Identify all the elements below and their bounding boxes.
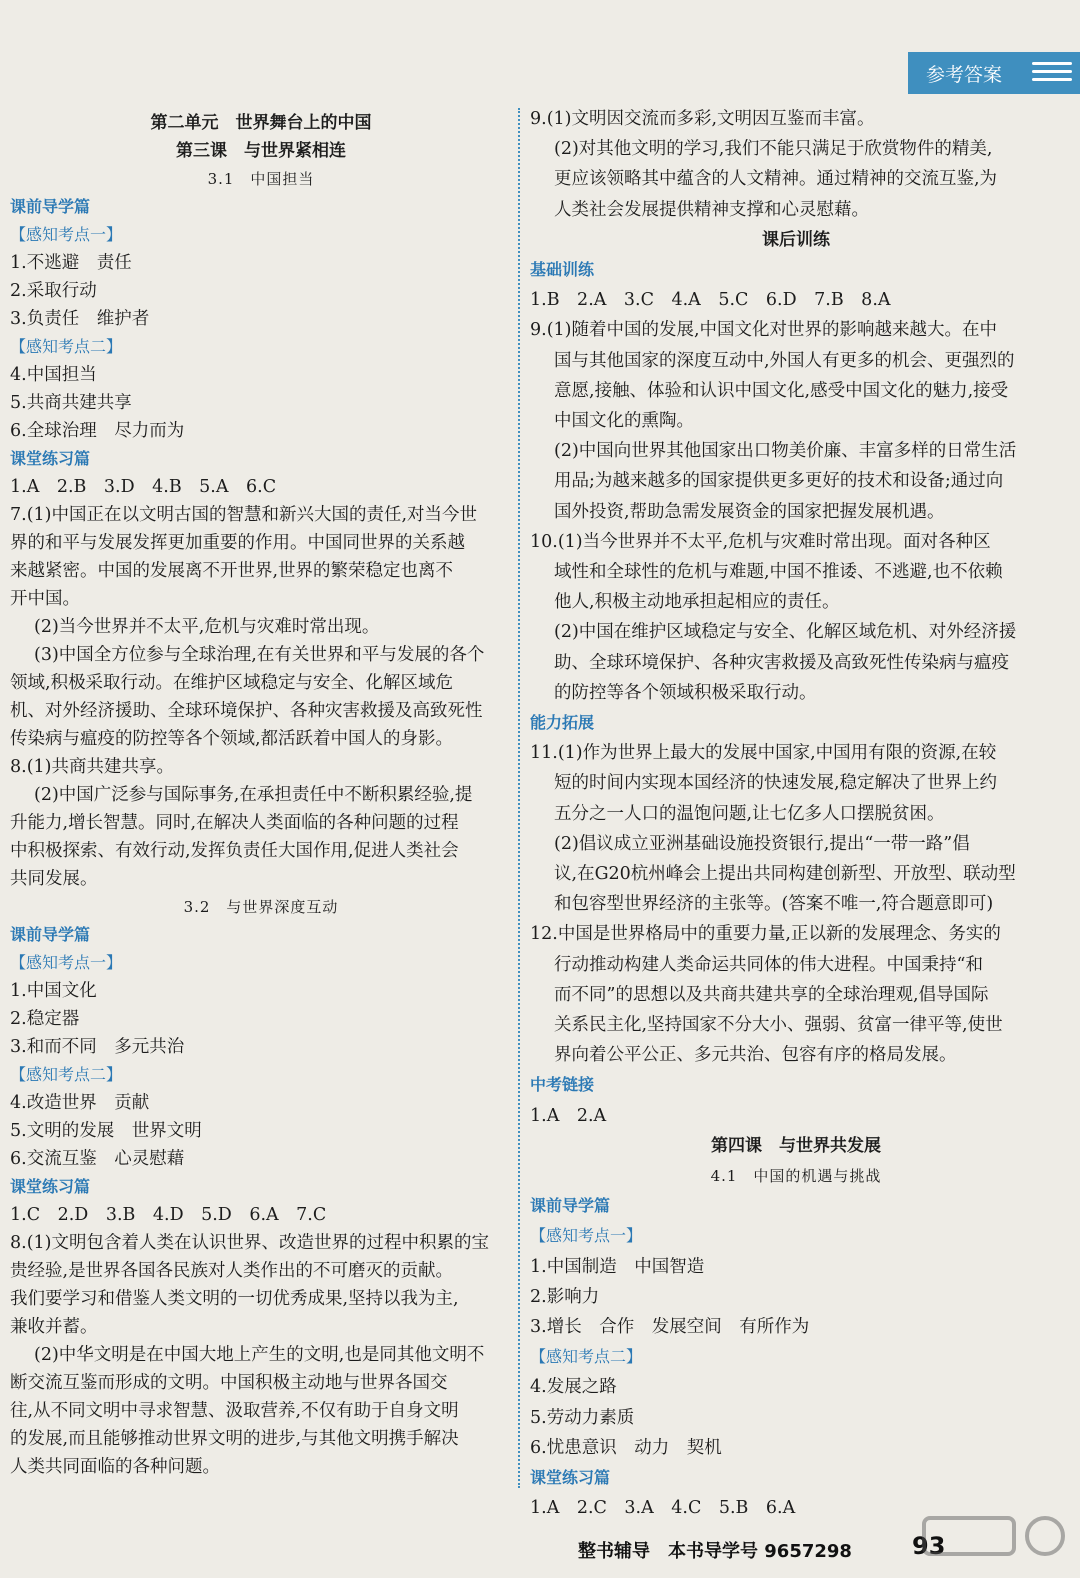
text-line: 升能力,增长智慧。同时,在解决人类面临的各种问题的过程	[10, 813, 459, 833]
key-point-label: 【感知考点一】	[530, 1226, 643, 1246]
text-line: (2)中国广泛参与国际事务,在承担责任中不断积累经验,提	[34, 785, 473, 805]
key-point-label: 【感知考点二】	[10, 337, 123, 356]
text-line: 2.影响力	[530, 1286, 600, 1307]
section-heading: 基础训练	[530, 260, 595, 279]
text-line: 1.中国制造 中国智造	[530, 1256, 705, 1277]
text-line: 界的和平与发展发挥更加重要的作用。中国同世界的关系越	[10, 533, 465, 553]
text-line: 11.(1)作为世界上最大的发展中国家,中国用有限的资源,在较	[530, 743, 997, 764]
text-line: 开中国。	[10, 589, 80, 609]
text-line: 和包容型世界经济的主张等。(答案不唯一,符合题意即可)	[554, 894, 994, 915]
text-line: 国外投资,帮助急需发展资金的国家把握发展机遇。	[554, 501, 945, 522]
text-line: 兼收并蓄。	[10, 1317, 98, 1337]
text-line: 断交流互鉴而形成的文明。中国积极主动地与世界各国交	[10, 1373, 448, 1393]
text-line: 6.忧患意识 动力 契机	[530, 1437, 722, 1458]
text-line: 6.全球治理 尽力而为	[10, 421, 185, 441]
section-title: 4.1 中国的机遇与挑战	[710, 1167, 882, 1185]
section-heading: 课前导学篇	[10, 197, 91, 216]
answer-key-tab	[908, 52, 1080, 94]
text-line: 10.(1)当今世界并不太平,危机与灾难时常出现。面对各种区	[530, 531, 991, 552]
text-line: 6.交流互鉴 心灵慰藉	[10, 1149, 185, 1169]
section-heading: 中考链接	[530, 1075, 595, 1095]
menu-lines-icon	[1032, 62, 1072, 84]
text-line: 5.文明的发展 世界文明	[10, 1121, 202, 1141]
page-number: 93	[912, 1532, 946, 1560]
text-line: 3.增长 合作 发展空间 有所作为	[530, 1317, 810, 1337]
text-line: 5.劳动力素质	[530, 1407, 635, 1428]
section-title: 3.1 中国担当	[207, 170, 315, 188]
text-line: 人类社会发展提供精神支撑和心灵慰藉。	[554, 199, 869, 220]
text-line: 五分之一人口的温饱问题,让七亿多人口摆脱贫困。	[554, 803, 945, 824]
text-line: (2)当今世界并不太平,危机与灾难时常出现。	[34, 617, 380, 637]
text-line: 1.不逃避 责任	[10, 253, 132, 273]
section-heading: 课堂练习篇	[10, 1177, 91, 1196]
watermark-logo-icon	[920, 1508, 1070, 1568]
key-point-label: 【感知考点二】	[530, 1347, 643, 1367]
text-line: 1.A 2.C 3.A 4.C 5.B 6.A	[530, 1498, 796, 1519]
lesson-title: 第三课 与世界紧相连	[176, 141, 346, 161]
key-point-label: 【感知考点一】	[10, 225, 123, 244]
text-line: 共同发展。	[10, 869, 98, 889]
text-line: 界向着公平公正、多元共治、包容有序的格局发展。	[554, 1045, 957, 1066]
text-line: 1.A 2.A	[530, 1105, 607, 1126]
text-line: 意愿,接触、体验和认识中国文化,感受中国文化的魅力,接受	[554, 380, 1009, 401]
section-heading: 课前导学篇	[530, 1196, 611, 1216]
section-heading: 课堂练习篇	[530, 1468, 611, 1487]
text-line: 5.共商共建共享	[10, 393, 132, 413]
text-line: (2)中国向世界其他国家出口物美价廉、丰富多样的日常生活	[554, 441, 1017, 462]
text-line: 他人,积极主动地承担起相应的责任。	[554, 592, 840, 613]
answer-key-tab-label: 参考答案	[926, 63, 1003, 86]
text-line: (2)中华文明是在中国大地上产生的文明,也是同其他文明不	[34, 1345, 485, 1365]
text-line: 传染病与瘟疫的防控等各个领域,都活跃着中国人的身影。	[10, 729, 454, 749]
text-line: 的发展,而且能够推动世界文明的进步,与其他文明携手解决	[10, 1429, 459, 1449]
lesson-title: 第四课 与世界共发展	[711, 1135, 881, 1156]
text-line: 12.中国是世界格局中的重要力量,正以新的发展理念、务实的	[530, 924, 1001, 945]
text-line: 更应该领略其中蕴含的人文精神。通过精神的交流互鉴,为	[554, 169, 998, 190]
text-line: 短的时间内实现本国经济的快速发展,稳定解决了世界上约	[554, 773, 998, 794]
text-line: (2)倡议成立亚洲基础设施投资银行,提出“一带一路”倡	[554, 833, 970, 854]
text-line: 行动推动构建人类命运共同体的伟大进程。中国秉持“和	[554, 954, 983, 975]
unit-title: 第二单元 世界舞台上的中国	[150, 113, 372, 133]
text-line: 贵经验,是世界各国各民族对人类作出的不可磨灭的贡献。	[10, 1261, 454, 1281]
section-heading: 课前导学篇	[10, 925, 91, 944]
section-heading: 课堂练习篇	[10, 449, 91, 468]
text-line: 往,从不同文明中寻求智慧、汲取营养,不仅有助于自身文明	[10, 1401, 459, 1421]
section-heading: 能力拓展	[530, 713, 595, 732]
text-line: 7.(1)中国正在以文明古国的智慧和新兴大国的责任,对当今世	[10, 505, 478, 525]
text-line: (2)中国在维护区域稳定与安全、化解区域危机、对外经济援	[554, 622, 1017, 643]
text-line: 中积极探索、有效行动,发挥负责任大国作用,促进人类社会	[10, 841, 459, 861]
text-line: 2.稳定器	[10, 1009, 80, 1029]
text-line: 用品;为越来越多的国家提供更多更好的技术和设备;通过向	[554, 471, 1004, 492]
text-line: 2.采取行动	[10, 281, 97, 301]
text-line: 中国文化的熏陶。	[554, 411, 694, 431]
text-line: 3.负责任 维护者	[10, 309, 150, 329]
text-line: 而不同”的思想以及共商共建共享的全球治理观,倡导国际	[554, 984, 989, 1005]
key-point-label: 【感知考点二】	[10, 1065, 123, 1084]
text-line: 8.(1)文明包含着人类在认识世界、改造世界的过程中积累的宝	[10, 1233, 489, 1253]
text-line: 我们要学习和借鉴人类文明的一切优秀成果,坚持以我为主,	[10, 1289, 459, 1309]
footer-text: 整书辅导 本书导学号 9657298	[578, 1541, 852, 1562]
text-line: 的防控等各个领域积极采取行动。	[554, 682, 817, 703]
text-line: 域性和全球性的危机与难题,中国不推诿、不逃避,也不依赖	[554, 562, 1003, 582]
text-line: 1.中国文化	[10, 981, 97, 1001]
text-line: 1.A 2.B 3.D 4.B 5.A 6.C	[10, 477, 277, 497]
section-title: 3.2 与世界深度互动	[183, 898, 339, 916]
key-point-label: 【感知考点一】	[10, 953, 123, 972]
text-line: (2)对其他文明的学习,我们不能只满足于欣赏物件的精美,	[554, 139, 993, 160]
text-line: 3.和而不同 多元共治	[10, 1037, 185, 1057]
text-line: 议,在G20杭州峰会上提出共同构建创新型、开放型、联动型	[554, 864, 1016, 884]
text-line: 4.改造世界 贡献	[10, 1093, 150, 1113]
lesson-title: 课后训练	[762, 229, 830, 250]
text-line: 9.(1)随着中国的发展,中国文化对世界的影响越来越大。在中	[530, 320, 998, 341]
text-line: 领域,积极采取行动。在维护区域稳定与安全、化解区域危	[10, 673, 454, 693]
text-line: 机、对外经济援助、全球环境保护、各种灾害救援及高致死性	[10, 701, 483, 721]
text-line: 来越紧密。中国的发展离不开世界,世界的繁荣稳定也离不	[10, 561, 454, 581]
text-line: 关系民主化,坚持国家不分大小、强弱、贫富一律平等,使世	[554, 1015, 1003, 1035]
text-line: 1.C 2.D 3.B 4.D 5.D 6.A 7.C	[10, 1205, 327, 1225]
text-line: 4.中国担当	[10, 365, 97, 385]
text-line: 1.B 2.A 3.C 4.A 5.C 6.D 7.B 8.A	[530, 290, 891, 311]
text-line: 助、全球环境保护、各种灾害救援及高致死性传染病与瘟疫	[554, 652, 1009, 673]
text-line: 4.发展之路	[530, 1377, 617, 1398]
text-line: 9.(1)文明因交流而多彩,文明因互鉴而丰富。	[530, 109, 875, 129]
column-divider	[518, 108, 520, 1488]
text-line: (3)中国全方位参与全球治理,在有关世界和平与发展的各个	[34, 645, 485, 665]
text-line: 国与其他国家的深度互动中,外国人有更多的机会、更强烈的	[554, 350, 1015, 371]
text-line: 人类共同面临的各种问题。	[10, 1457, 220, 1477]
text-line: 8.(1)共商共建共享。	[10, 757, 174, 777]
